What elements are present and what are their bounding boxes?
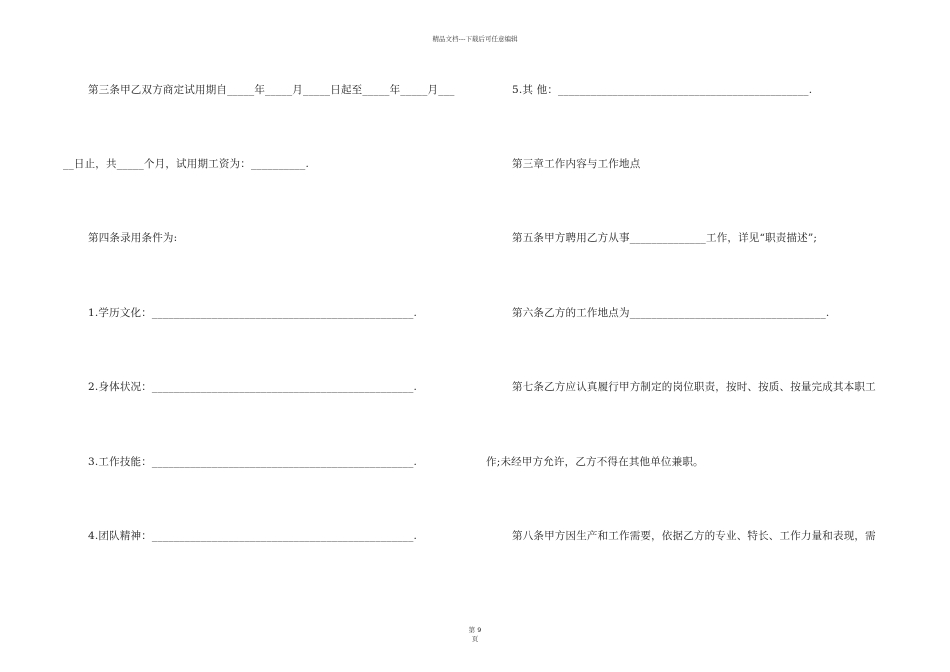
right-paragraph-4: 第六条乙方的工作地点为____________________________________. bbox=[512, 307, 830, 319]
right-paragraph-6: 作;未经甲方允许，乙方不得在其他单位兼职。 bbox=[486, 456, 704, 468]
left-paragraph-2: __日止，共_____个月，试用期工资为：__________. bbox=[63, 158, 309, 170]
left-paragraph-6: 3.工作技能：________________________________________________. bbox=[88, 456, 418, 468]
left-paragraph-3: 第四条录用条件为: bbox=[88, 232, 178, 244]
page-footer bbox=[0, 626, 950, 644]
left-paragraph-5: 2.身体状况：________________________________________________. bbox=[88, 381, 418, 393]
page-number-suffix: 页 bbox=[471, 635, 479, 643]
page-header: 精品文档---下载后可任意编辑 bbox=[432, 35, 518, 43]
right-paragraph-5: 第七条乙方应认真履行甲方制定的岗位职责，按时、按质、按量完成其本职工 bbox=[512, 381, 876, 393]
right-paragraph-2: 第三章工作内容与工作地点 bbox=[512, 158, 641, 170]
right-paragraph-7: 第八条甲方因生产和工作需要，依据乙方的专业、特长、工作力量和表现，需 bbox=[512, 530, 876, 542]
left-paragraph-1: 第三条甲乙双方商定试用期自_____年_____月_____日起至_____年_____月___ bbox=[88, 84, 455, 96]
right-paragraph-3: 第五条甲方聘用乙方从事______________工作，详见“职责描述”; bbox=[512, 232, 818, 244]
right-paragraph-1: 5.其 他：______________________________________________. bbox=[512, 84, 813, 96]
page-number: 第 9 bbox=[468, 626, 482, 634]
left-paragraph-4: 1.学历文化：________________________________________________. bbox=[88, 307, 418, 319]
left-paragraph-7: 4.团队精神：________________________________________________. bbox=[88, 530, 418, 542]
